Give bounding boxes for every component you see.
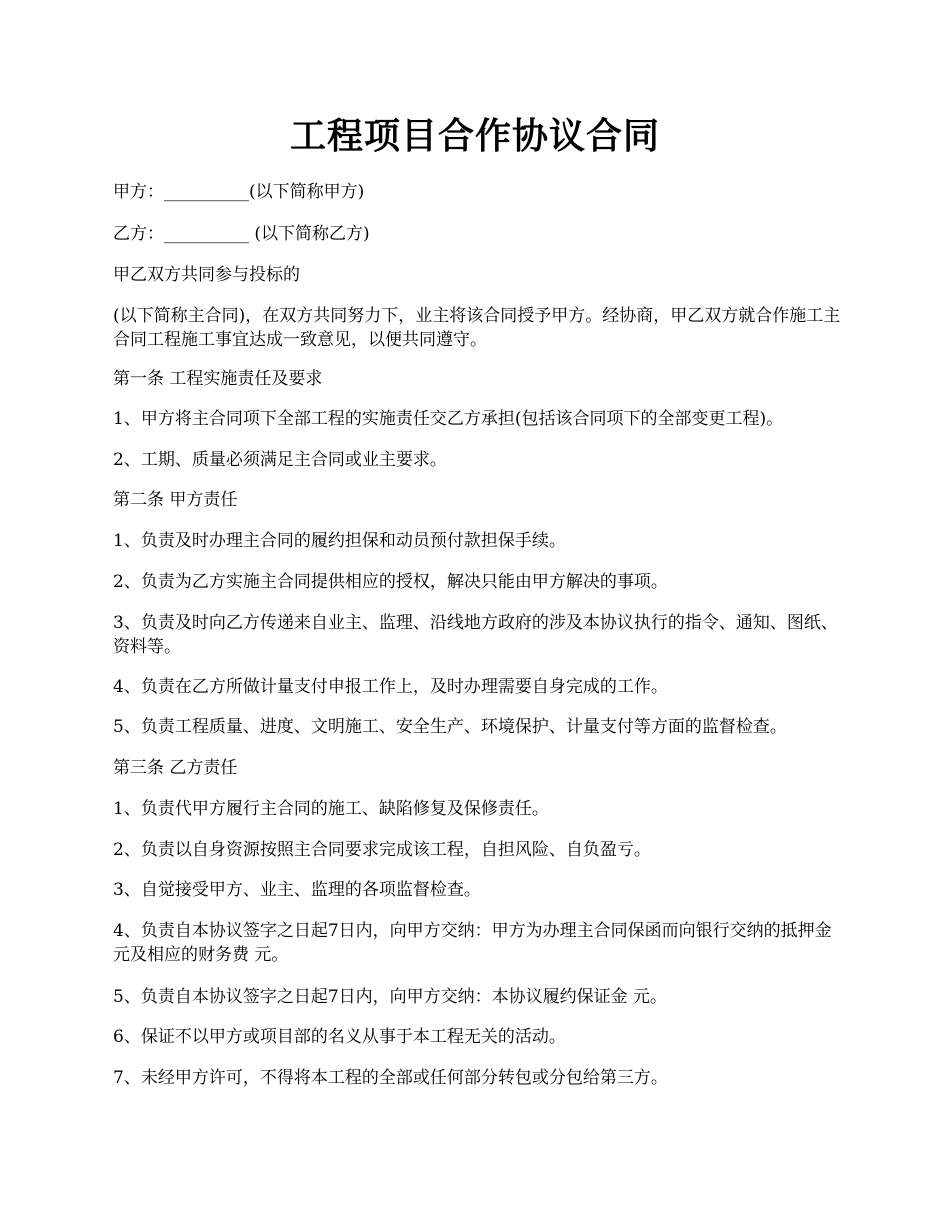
article-3-clause-6: 6、保证不以甲方或项目部的名义从事于本工程无关的活动。 <box>113 1027 566 1047</box>
bid-intro: 甲乙双方共同参与投标的 <box>113 265 300 285</box>
party-a-line: 甲方：__________(以下简称甲方) <box>113 182 365 202</box>
article-3-clause-5: 5、负责自本协议签字之日起7日内，向甲方交纳：本协议履约保证金 元。 <box>113 987 668 1007</box>
article-2-clause-2: 2、负责为乙方实施主合同提供相应的授权，解决只能由甲方解决的事项。 <box>113 572 668 592</box>
article-3-clause-7: 7、未经甲方许可，不得将本工程的全部或任何部分转包或分包给第三方。 <box>113 1068 668 1088</box>
article-3-heading: 第三条 乙方责任 <box>113 758 238 778</box>
article-2-clause-4: 4、负责在乙方所做计量支付申报工作上，及时办理需要自身完成的工作。 <box>113 677 668 697</box>
article-1-clause-1: 1、甲方将主合同项下全部工程的实施责任交乙方承担(包括该合同项下的全部变更工程)。 <box>113 409 784 429</box>
article-2-clause-3: 3、负责及时向乙方传递来自业主、监理、沿线地方政府的涉及本协议执行的指令、通知、图纸、资料等。 <box>113 613 838 657</box>
article-2-clause-5: 5、负责工程质量、进度、文明施工、安全生产、环境保护、计量支付等方面的监督检查。 <box>113 717 787 737</box>
article-1-clause-2: 2、工期、质量必须满足主合同或业主要求。 <box>113 450 447 470</box>
article-3-clause-2: 2、负责以自身资源按照主合同要求完成该工程，自担风险、自负盈亏。 <box>113 840 651 860</box>
article-3-clause-4: 4、负责自本协议签字之日起7日内，向甲方交纳：甲方为办理主合同保函而向银行交纳的抵押金 元及相应的财务费 元。 <box>113 921 832 965</box>
article-2-clause-1: 1、负责及时办理主合同的履约担保和动员预付款担保手续。 <box>113 531 566 551</box>
article-1-heading: 第一条 工程实施责任及要求 <box>113 369 323 389</box>
article-2-heading: 第二条 甲方责任 <box>113 490 238 510</box>
document-title: 工程项目合作协议合同 <box>289 115 660 157</box>
article-3-clause-3: 3、自觉接受甲方、业主、监理的各项监督检查。 <box>113 880 481 900</box>
party-b-line: 乙方：__________ (以下简称乙方) <box>113 224 370 244</box>
article-3-clause-1: 1、负责代甲方履行主合同的施工、缺陷修复及保修责任。 <box>113 799 549 819</box>
preamble-paragraph: (以下简称主合同)，在双方共同努力下，业主将该合同授予甲方。经协商，甲乙双方就合作施工主合同工程施工事宜达成一致意见，以便共同遵守。 <box>113 306 841 350</box>
